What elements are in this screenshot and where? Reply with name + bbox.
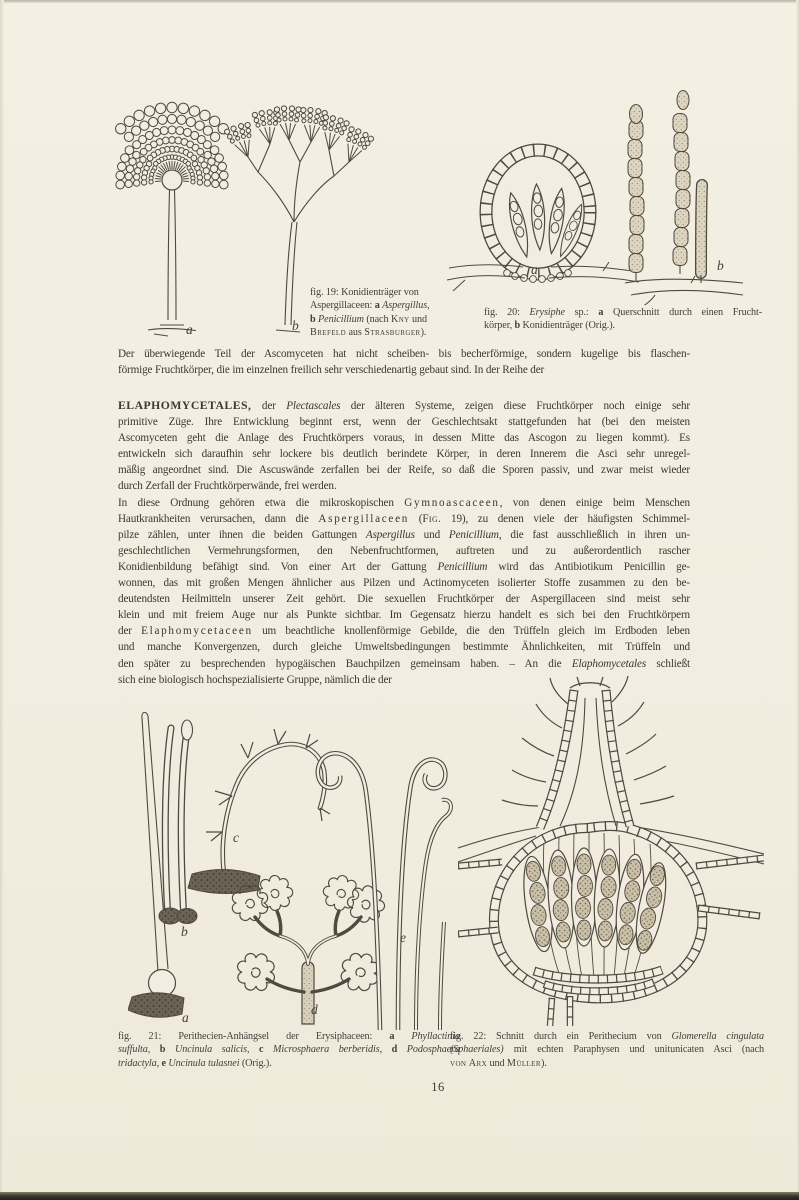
text-line: deutendsten Heilmitteln unserer Zeit gehört. Die sexuellen Fruchtkörper der Aspergillaceen sind meist sehr bbox=[118, 593, 690, 606]
text-line: pilze zählen, unter ihnen die beiden Gattungen Aspergillus und Penicillium, die fast ausschließlich in ihren un- bbox=[118, 528, 690, 541]
text-line: entwickeln sich daraufhin sehr lockere bis deutlich berindete Körper, in deren Innerem die Asci sehr unregel- bbox=[118, 448, 690, 461]
fig21-label-b: b bbox=[181, 924, 188, 939]
caption-line: fig. 20: Erysiphe sp.: a Querschnitt durch einen Frucht- bbox=[484, 307, 762, 318]
fig21-label-a: a bbox=[182, 1010, 189, 1025]
fig21-label-e: e bbox=[400, 930, 406, 945]
fig19-label-b: b bbox=[292, 318, 299, 333]
text-line: sich eine biologisch hochspezialisierte Gruppe, nämlich die der bbox=[118, 673, 392, 686]
text-line: ELAPHOMYCETALES, der Plectascales der älteren Systeme, zeigen diese Fruchtkörper noch einige sehr bbox=[118, 399, 690, 412]
fig22-illustration bbox=[458, 676, 764, 1026]
caption-line: fig. 22: Schnitt durch ein Perithecium von Glomerella cingulata bbox=[450, 1031, 764, 1042]
page-number: 16 bbox=[431, 1080, 445, 1094]
text-line: den später zu besprechenden hypogäischen Bauchpilzen gemeinsam haben. – An die Elaphomycetales schließt bbox=[118, 657, 690, 670]
text-line: primitive Züge. Ihre Entwicklung beginnt erst, wenn der Geschlechtsakt stattgefunden hat (bei den meisten bbox=[118, 416, 690, 429]
text-line: Konidienbildung befähigt sind. Von einer Art der Gattung Penicillium wird das Antibiotikum Penicillin ge- bbox=[118, 560, 690, 573]
scan-edge-top bbox=[0, 0, 799, 3]
caption-line: (Sphaeriales) mit echten Paraphysen und unitunicaten Asci (nach bbox=[450, 1044, 764, 1056]
scan-edge-left bbox=[0, 0, 4, 1200]
fig21-label-c: c bbox=[233, 830, 239, 845]
text-line: klein und mit freiem Auge nur als Punkte sichtbar. Im Gegensatz hierzu handelt es sich bei den Fruchtkörpern bbox=[118, 609, 690, 622]
caption-line: fig. 21: Perithecien-Anhängsel der Erysiphaceen: a Phyllactinia bbox=[118, 1031, 460, 1042]
caption-line: tridactyla, e Uncinula tulasnei (Orig.). bbox=[118, 1057, 272, 1069]
fig19-label-a: a bbox=[186, 322, 193, 337]
text-line: In diese Ordnung gehören etwa die mikroskopischen Gymnoascaceen, von denen einige beim Menschen bbox=[118, 496, 690, 509]
fig21-label-d: d bbox=[311, 1002, 318, 1017]
caption-line: Brefeld aus Strasburger). bbox=[310, 326, 427, 338]
caption-line: suffulta, b Uncinula salicis, c Microsphaera berberidis, d Podosphaera bbox=[118, 1044, 460, 1056]
fig21-illustration bbox=[128, 692, 454, 1032]
fig20-illustration bbox=[443, 85, 745, 305]
text-line: Der überwiegende Teil der Ascomyceten hat nicht scheiben- bis becherförmige, sondern kugelige bis flaschen- bbox=[118, 348, 690, 360]
text-line: geschlechtlichen Vermehrungsformen, den Nebenfruchtformen, auftreten und zu außerordentlich rascher bbox=[118, 544, 690, 557]
caption-line: fig. 19: Konidienträger von bbox=[310, 287, 419, 298]
scan-edge-bottom bbox=[0, 1192, 799, 1200]
fig20-caption bbox=[484, 306, 762, 333]
text-line: Hautkrankheiten verursachen, dann die Aspergillaceen (Fig. 19), zu denen viele der häufigsten Schimmel- bbox=[118, 512, 690, 525]
text-line: Ascomyceten geht die Anlage des Fruchtkörpers voraus, in dessen Mitte das Ascogon zu liegen kommt). Es bbox=[118, 432, 690, 445]
fig20-label-a: a bbox=[531, 262, 538, 277]
body-paragraph-main bbox=[118, 398, 690, 688]
caption-line: körper, b Konidienträger (Orig.). bbox=[484, 320, 615, 332]
text-line: der Elaphomycetaceen um beachtliche knollenförmige Gebilde, die den Trüffeln gleich im Erdboden leben bbox=[118, 625, 690, 638]
text-line: durch Zerfall der Fruchtkörperwände, frei werden. bbox=[118, 480, 337, 493]
fig21-caption bbox=[118, 1030, 460, 1070]
caption-line: b Penicillium (nach Kny und bbox=[310, 313, 428, 325]
text-line: förmige Fruchtkörper, die im einzelnen freilich sehr verschiedenartig gebaut sind. In der Reihe der bbox=[118, 364, 545, 377]
fig22-caption bbox=[450, 1030, 764, 1070]
text-line: wonnen, das mit großen Mengen ähnlicher aus Pilzen und Actinomyceten isolierter Stoffe zusammen zu den be- bbox=[118, 577, 690, 590]
caption-line: Aspergillaceen: a Aspergillus, bbox=[310, 300, 430, 312]
caption-line: von Arx und Müller). bbox=[450, 1057, 547, 1069]
body-paragraph-intro bbox=[118, 346, 690, 378]
text-line: und manche Konvergenzen, durch gleiche Umweltsbedingungen bestimmte Ähnlichkeiten, mit Trüffeln und bbox=[118, 641, 690, 654]
fig20-label-b: b bbox=[717, 258, 724, 273]
text-line: mäßig angeordnet sind. Die Ascuswände zerfallen bei der Reife, so daß die Sporen passiv, und zwar meist wieder bbox=[118, 464, 690, 477]
